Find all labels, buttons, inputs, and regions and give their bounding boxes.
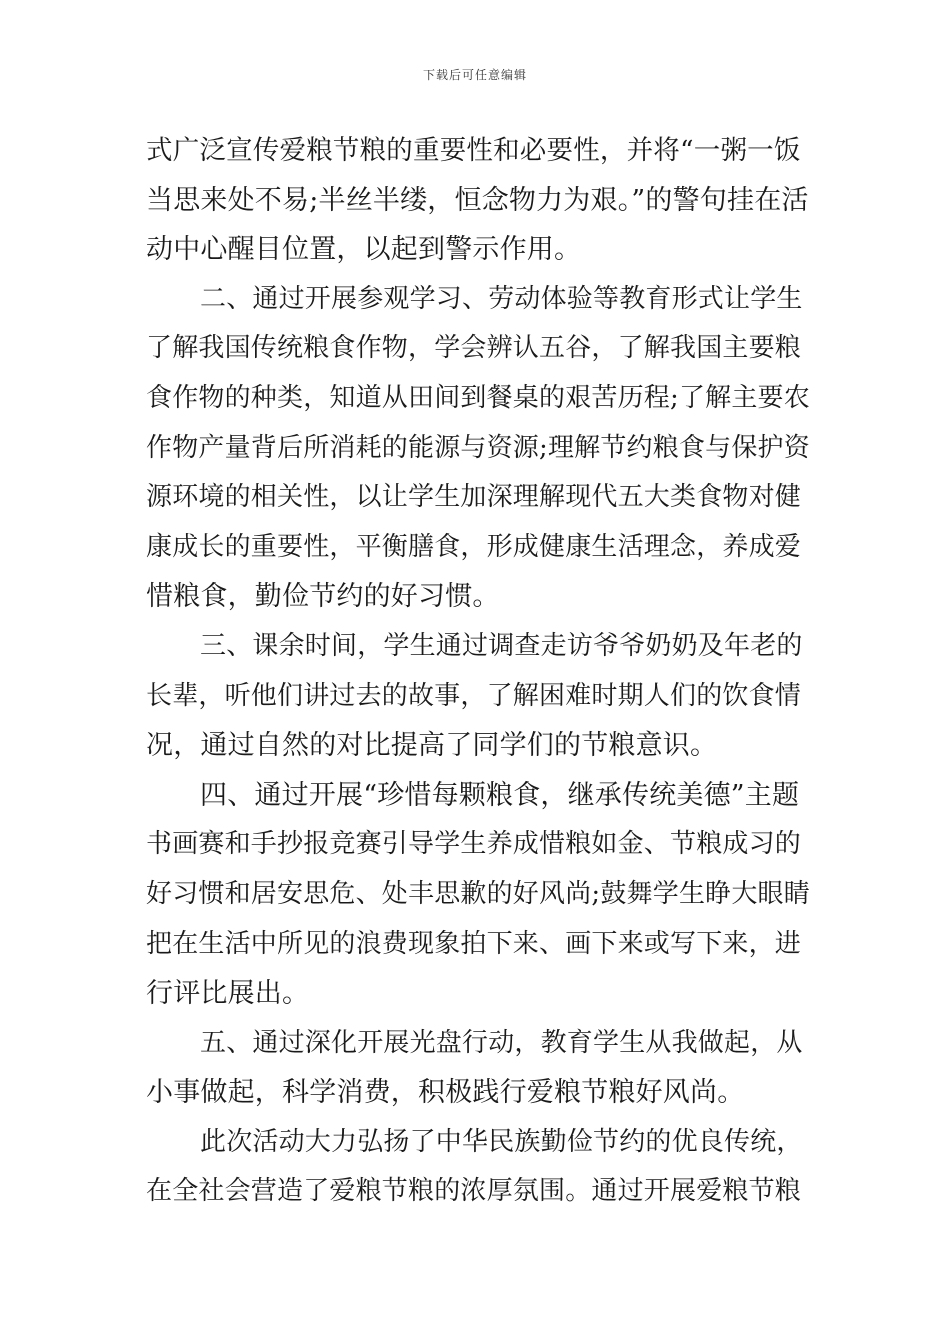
text-line: 四、通过开展“珍惜每颗粮食，继承传统美德”主题 — [200, 779, 800, 811]
text-line: 此次活动大力弘扬了中华民族勤俭节约的优良传统， — [200, 1126, 803, 1157]
text-line: 当思来处不易;半丝半缕，恒念物力为艰。”的警句挂在活 — [146, 184, 809, 216]
text-line: 二、通过开展参观学习、劳动体验等教育形式让学生 — [200, 283, 803, 314]
text-line: 长辈，听他们讲过去的故事，了解困难时期人们的饮食情 — [146, 680, 802, 711]
text-line: 康成长的重要性，平衡膳食，形成健康生活理念，养成爱 — [146, 531, 802, 562]
text-line: 书画赛和手抄报竞赛引导学生养成惜粮如金、节粮成习的 — [146, 829, 802, 860]
text-line: 作物产量背后所消耗的能源与资源;理解节约粮食与保护资 — [146, 432, 810, 463]
text-line: 三、课余时间，学生通过调查走访爷爷奶奶及年老的 — [200, 630, 803, 661]
text-line: 了解我国传统粮食作物，学会辨认五谷，了解我国主要粮 — [146, 333, 802, 364]
text-line: 好习惯和居安思危、处丰思歉的好风尚;鼓舞学生睁大眼睛 — [146, 878, 810, 909]
text-line: 把在生活中所见的浪费现象拍下来、画下来或写下来，进 — [146, 928, 802, 959]
text-line: 惜粮食，勤俭节约的好习惯。 — [146, 581, 500, 613]
header-note: 下载后可任意编辑 — [422, 68, 527, 82]
text-line: 况，通过自然的对比提高了同学们的节粮意识。 — [146, 730, 718, 762]
text-line: 食作物的种类，知道从田间到餐桌的艰苦历程;了解主要农 — [146, 382, 810, 413]
text-line: 小事做起，科学消费，积极践行爱粮节粮好风尚。 — [146, 1077, 745, 1109]
text-line: 式广泛宣传爱粮节粮的重要性和必要性，并将“一粥一饭 — [146, 135, 801, 166]
text-line: 在全社会营造了爱粮节粮的浓厚氛围。通过开展爱粮节粮 — [146, 1176, 802, 1207]
text-line: 动中心醒目位置，以起到警示作用。 — [146, 234, 582, 266]
text-line: 五、通过深化开展光盘行动，教育学生从我做起，从 — [200, 1027, 803, 1058]
text-line: 行评比展出。 — [146, 978, 310, 1010]
text-line: 源环境的相关性，以让学生加深理解现代五大类食物对健 — [146, 482, 802, 513]
document-body — [146, 126, 810, 1217]
